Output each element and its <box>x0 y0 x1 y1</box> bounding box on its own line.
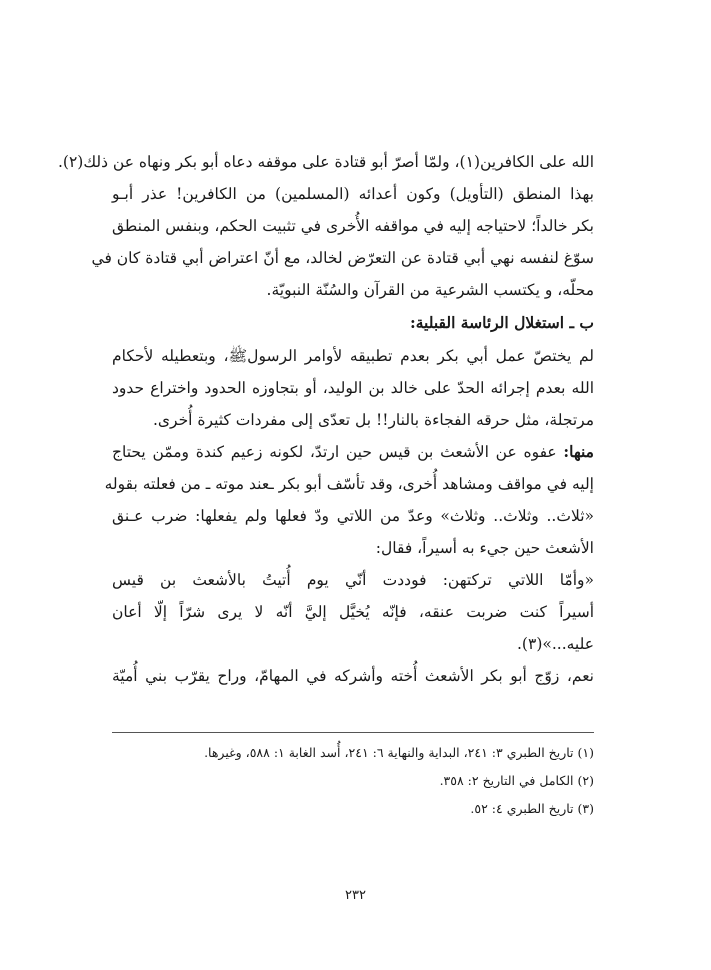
body-line-2: بهذا المنطق (التأويل) وكون أعدائه (المسلمين) من الكافرين! عذر أبـو <box>112 185 594 203</box>
body-line-17: نعم، زوّج أبو بكر الأشعث أُخته وأشركه في المهامّ، وراح يقرّب بني أُميّة <box>112 667 594 685</box>
body-line-1: الله على الكافرين(١)، ولمّا أصرّ أبو قتادة على موقفه دعاه أبو بكر ونهاه عن ذلك(٢). <box>57 153 594 171</box>
section-heading: ب ـ استغلال الرئاسة القبلية: <box>410 313 594 332</box>
body-line-7: لم يختصّ عمل أبي بكر بعدم تطبيقه لأوامر الرسولﷺ، وبتعطيله لأحكام <box>112 347 594 365</box>
body-line-9: مرتجلة، مثل حرقه الفجاءة بالنار!! بل تعدّى إلى مفردات كثيرة أُخرى. <box>152 411 594 429</box>
page-number: ٢٣٢ <box>345 888 366 903</box>
footnote-2: (٢) الكامل في التاريخ ٢: ٣٥٨. <box>439 773 594 788</box>
body-line-12: «ثلاث.. وثلاث.. وثلاث» وعدّ من اللاتي ودّ فعلها ولم يفعلها: ضرب عـنق <box>112 507 594 525</box>
body-line-13: الأشعث حين جيء به أسيراً، فقال: <box>375 539 594 557</box>
body-line-4: سوّغ لنفسه نهي أبي قتادة عن التعرّض لخالد، مع أنّ اعتراض أبي قتادة كان في <box>91 249 594 267</box>
quote-line-3: عليه...»(٣). <box>517 635 594 653</box>
body-line-10-text: عفوه عن الأشعث بن قيس حين ارتدّ، لكونه زعيم كندة وممّن يحتاج <box>112 443 557 461</box>
body-line-11: إليه في مواقف ومشاهد أُخرى، وقد تأسّف أبو بكر ـعند موته ـ من فعلته بقوله <box>104 475 594 493</box>
quote-line-1: «وأمّا اللاتي تركتهن: فوددت أنّي يوم أُتيتُ بالأشعث بن قيس <box>112 571 594 589</box>
body-line-10 <box>112 441 594 463</box>
footnote-divider <box>112 732 594 733</box>
body-line-5: محلّه، و يكتسب الشرعية من القرآن والسُنّة النبويّة. <box>266 281 594 299</box>
example-lead: منها: <box>563 442 594 461</box>
body-line-3: بكر خالداً؛ لاحتياجه إليه في مواقفه الأُخرى في تثبيت الحكم، وبنفس المنطق <box>112 217 594 235</box>
body-line-8: الله بعدم إجرائه الحدّ على خالد بن الوليد، أو بتجاوزه الحدود واختراع حدود <box>112 379 594 397</box>
footnote-1: (١) تاريخ الطبري ٣: ٢٤١، البداية والنهاية ٦: ٢٤١، أُسد الغابة ١: ٥٨٨، وغيرها. <box>204 745 594 760</box>
footnote-3: (٣) تاريخ الطبري ٤: ٥٢. <box>470 801 594 816</box>
quote-line-2: أسيراً كنت ضربت عنقه، فإنّه يُخيَّل إليَّ أنّه لا يرى شرّاً إلّا أعان <box>112 603 594 621</box>
